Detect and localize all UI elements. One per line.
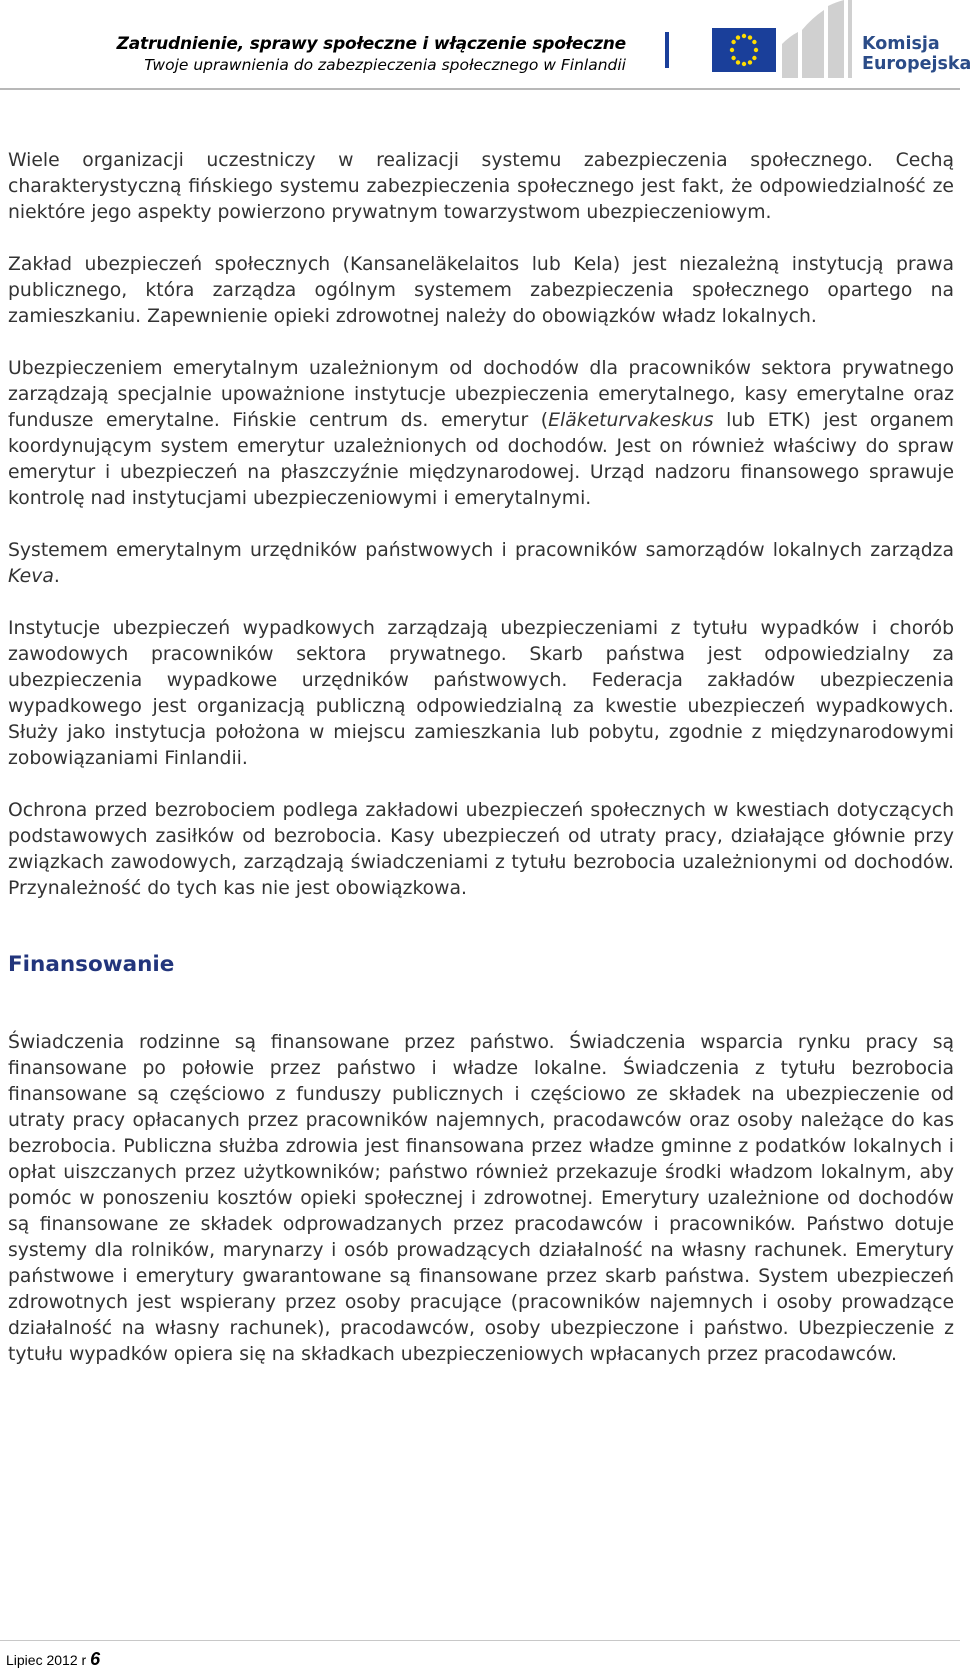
header-subtitle: Twoje uprawnienia do zabezpieczenia społecznego w Finlandii: [144, 56, 626, 74]
paragraph-pensions-italic: Eläketurvakeskus: [548, 410, 714, 431]
paragraph-keva-part-a: Systemem emerytalnym urzędników państwowych i pracowników samorządów lokalnych zarządza: [8, 540, 954, 561]
paragraph-pensions-part-a: Ubezpieczeniem emerytalnym uzależnionym od dochodów dla pracowników sektora prywatnego zarządzają specjalnie upoważnione instytucje ubezpieczenia emerytalnego, kasy emerytalne oraz fundusze emerytalne. Fińskie centrum ds. emerytur (: [8, 358, 954, 431]
document-body: [8, 148, 954, 1394]
page-header: [0, 0, 971, 92]
logo-line-2: Europejska: [862, 54, 971, 74]
paragraph-keva-italic: Keva: [8, 566, 54, 587]
paragraph-pensions: [8, 356, 954, 512]
header-divider-bar: [665, 32, 669, 68]
footer-rule: [0, 1640, 960, 1641]
logo-line-1: Komisja: [862, 34, 940, 54]
paragraph-kela: Zakład ubezpieczeń społecznych (Kansaneläkelaitos lub Kela) jest niezależną instytucją prawa publicznego, która zarządza ogólnym systemem zabezpieczenia społecznego opartego na zamieszkaniu. Zapewnienie opieki zdrowotnej należy do obowiązków władz lokalnych.: [8, 254, 954, 327]
section-heading-financing: Finansowanie: [8, 952, 175, 977]
header-rule: [0, 88, 960, 90]
paragraph-keva-part-b: .: [53, 566, 60, 587]
header-text: [117, 34, 626, 75]
paragraph-financing: Świadczenia rodzinne są finansowane przez państwo. Świadczenia wsparcia rynku pracy są finansowane po połowie przez państwo i władze lokalne. Świadczenia z tytułu bezrobocia finansowane są częściowo z funduszy publicznych i częściowo ze składek na ubezpieczenie od utraty pracy opłacanych przez pracowników najemnych, pracodawców oraz osoby należące do kas bezrobocia. Publiczna służba zdrowia jest finansowana przez władze gminne z podatków lokalnych i opłat uiszczanych przez użytkowników; państwo również przekazuje środki władzom lokalnym, aby pomóc w ponoszeniu kosztów opieki społecznej i zdrowotnej. Emerytury uzależnione od dochodów są finansowane ze składek odprowadzanych przez pracodawców i pracowników. Państwo dotuje systemy dla rolników, marynarzy i osób prowadzących działalność na własny rachunek. Emerytury państwowe i emerytury gwarantowane są finansowane przez skarb państwa. System ubezpieczeń zdrowotnych jest wspierany przez osoby pracujące (pracowników najemnych i osoby prowadzące działalność na własny rachunek), pracodawców, osoby ubezpieczone i państwo. Ubezpieczenie z tytułu wypadków opiera się na składkach ubezpieczeniowych wpłacanych przez pracodawców.: [8, 1032, 954, 1365]
building-stripes: [782, 0, 852, 78]
paragraph-keva: [8, 538, 954, 590]
page-number: 6: [90, 1649, 101, 1669]
header-title: Zatrudnienie, sprawy społeczne i włączenie społeczne: [116, 34, 626, 54]
footer-date: Lipiec 2012 r: [6, 1652, 87, 1668]
logo-text: [862, 34, 971, 74]
european-commission-logo: [712, 0, 971, 80]
paragraph-organisations: Wiele organizacji uczestniczy w realizacji systemu zabezpieczenia społecznego. Cechą charakterystyczną fińskiego systemu zabezpieczenia społecznego jest fakt, że odpowiedzialność ze niektóre jego aspekty powierzono prywatnym towarzystwom ubezpieczeniowym.: [8, 150, 954, 223]
paragraph-pensions-part-b: lub ETK) jest organem koordynującym system emerytur uzależnionych od dochodów. Jest on również właściwy do spraw emerytur i ubezpieczeń na płaszczyźnie międzynarodowej. Urząd nadzoru finansowego sprawuje kontrolę nad instytucjami ubezpieczeniowymi i emerytalnymi.: [8, 410, 954, 509]
paragraph-accident-insurance: Instytucje ubezpieczeń wypadkowych zarządzają ubezpieczeniami z tytułu wypadków i chorób zawodowych pracowników sektora prywatnego. Skarb państwa jest odpowiedzialny za ubezpieczenia wypadkowe urzędników państwowych. Federacja zakładów ubezpieczenia wypadkowego jest organizacją publiczną odpowiedzialną za kwestie ubezpieczeń wypadkowych. Służy jako instytucja położona w miejscu zamieszkania lub pobytu, zgodnie z międzynarodowymi zobowiązaniami Finlandii.: [8, 618, 954, 769]
paragraph-unemployment: Ochrona przed bezrobociem podlega zakładowi ubezpieczeń społecznych w kwestiach dotyczących podstawowych zasiłków od bezrobocia. Kasy ubezpieczeń od utraty pracy, działające głównie przy związkach zawodowych, zarządzają świadczeniami z tytułu bezrobocia uzależnionymi od dochodów. Przynależność do tych kas nie jest obowiązkowa.: [8, 800, 954, 899]
page-footer: [6, 1649, 100, 1670]
